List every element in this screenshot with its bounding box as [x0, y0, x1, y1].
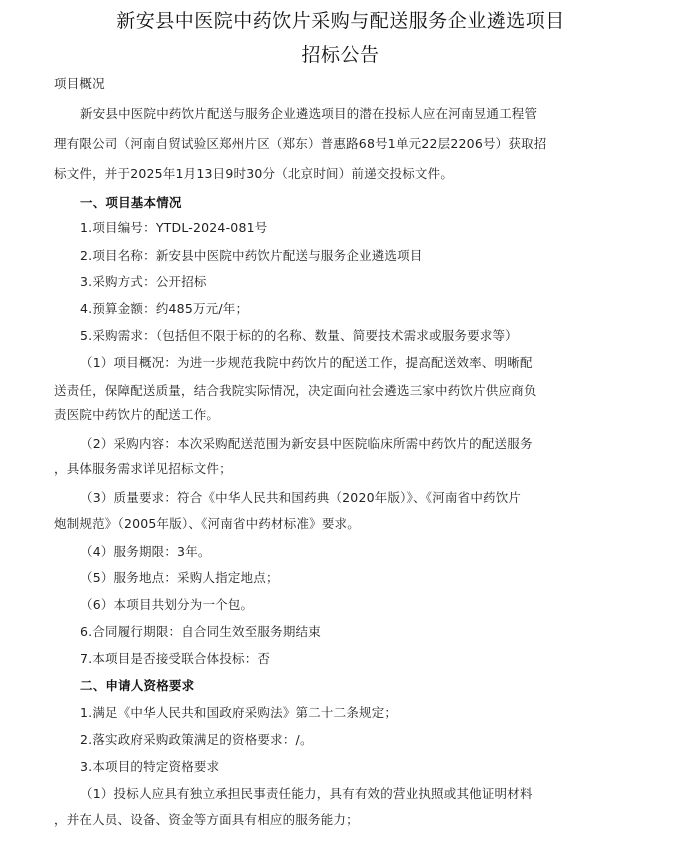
- list-item: （4）服务期限：3年。: [80, 544, 211, 559]
- paragraph-line: （1）项目概况：为进一步规范我院中药饮片的配送工作，提高配送效率、明晰配: [80, 355, 533, 370]
- paragraph-line: ，具体服务需求详见招标文件；: [54, 461, 232, 476]
- paragraph-line: 理有限公司（河南自贸试验区郑州片区（郑东）普惠路68号1单元22层2206号）获取招: [54, 136, 547, 151]
- document-title: 新安县中医院中药饮片采购与配送服务企业遴选项目: [116, 10, 565, 32]
- list-item: （6）本项目共划分为一个包。: [80, 597, 254, 612]
- list-item: 6.合同履行期限：自合同生效至服务期结束: [80, 624, 321, 639]
- paragraph-line: （1）投标人应具有独立承担民事责任能力，具有有效的营业执照或其他证明材料: [80, 786, 533, 801]
- paragraph-line: （2）采购内容：本次采购配送范围为新安县中医院临床所需中药饮片的配送服务: [80, 436, 533, 451]
- document-subtitle: 招标公告: [301, 44, 380, 66]
- list-item: （5）服务地点：采购人指定地点；: [80, 570, 279, 585]
- paragraph-line: 炮制规范》（2005年版）、《河南省中药材标准》要求。: [54, 516, 360, 531]
- paragraph-line: 新安县中医院中药饮片配送与服务企业遴选项目的潜在投标人应在河南昱通工程管: [80, 106, 538, 121]
- list-item: 2.项目名称：新安县中医院中药饮片配送与服务企业遴选项目: [80, 248, 423, 263]
- section-heading-basic-info: 一、项目基本情况: [80, 195, 182, 210]
- list-item: 7.本项目是否接受联合体投标：否: [80, 651, 271, 666]
- list-item: 4.预算金额：约485万元/年；: [80, 301, 249, 316]
- paragraph-line: 责医院中药饮片的配送工作。: [54, 407, 220, 422]
- list-item: 1.满足《中华人民共和国政府采购法》第二十二条规定；: [80, 705, 398, 720]
- section-overview-heading: 项目概况: [54, 76, 105, 91]
- paragraph-line: （3）质量要求：符合《中华人民共和国药典（2020年版）》、《河南省中药饮片: [80, 490, 522, 505]
- list-item: 3.本项目的特定资格要求: [80, 759, 220, 774]
- paragraph-line: 标文件，并于2025年1月13日9时30分（北京时间）前递交投标文件。: [54, 166, 454, 181]
- list-item: 5.采购需求：（包括但不限于标的的名称、数量、简要技术需求或服务要求等）: [80, 328, 518, 343]
- paragraph-line: ，并在人员、设备、资金等方面具有相应的服务能力；: [54, 812, 359, 827]
- list-item: 3.采购方式：公开招标: [80, 274, 207, 289]
- list-item: 1.项目编号：YTDL-2024-081号: [80, 220, 268, 235]
- paragraph-line: 送责任，保障配送质量，结合我院实际情况，决定面向社会遴选三家中药饮片供应商负: [54, 383, 537, 398]
- section-heading-qualifications: 二、申请人资格要求: [80, 678, 195, 693]
- list-item: 2.落实政府采购政策满足的资格要求：/。: [80, 732, 313, 747]
